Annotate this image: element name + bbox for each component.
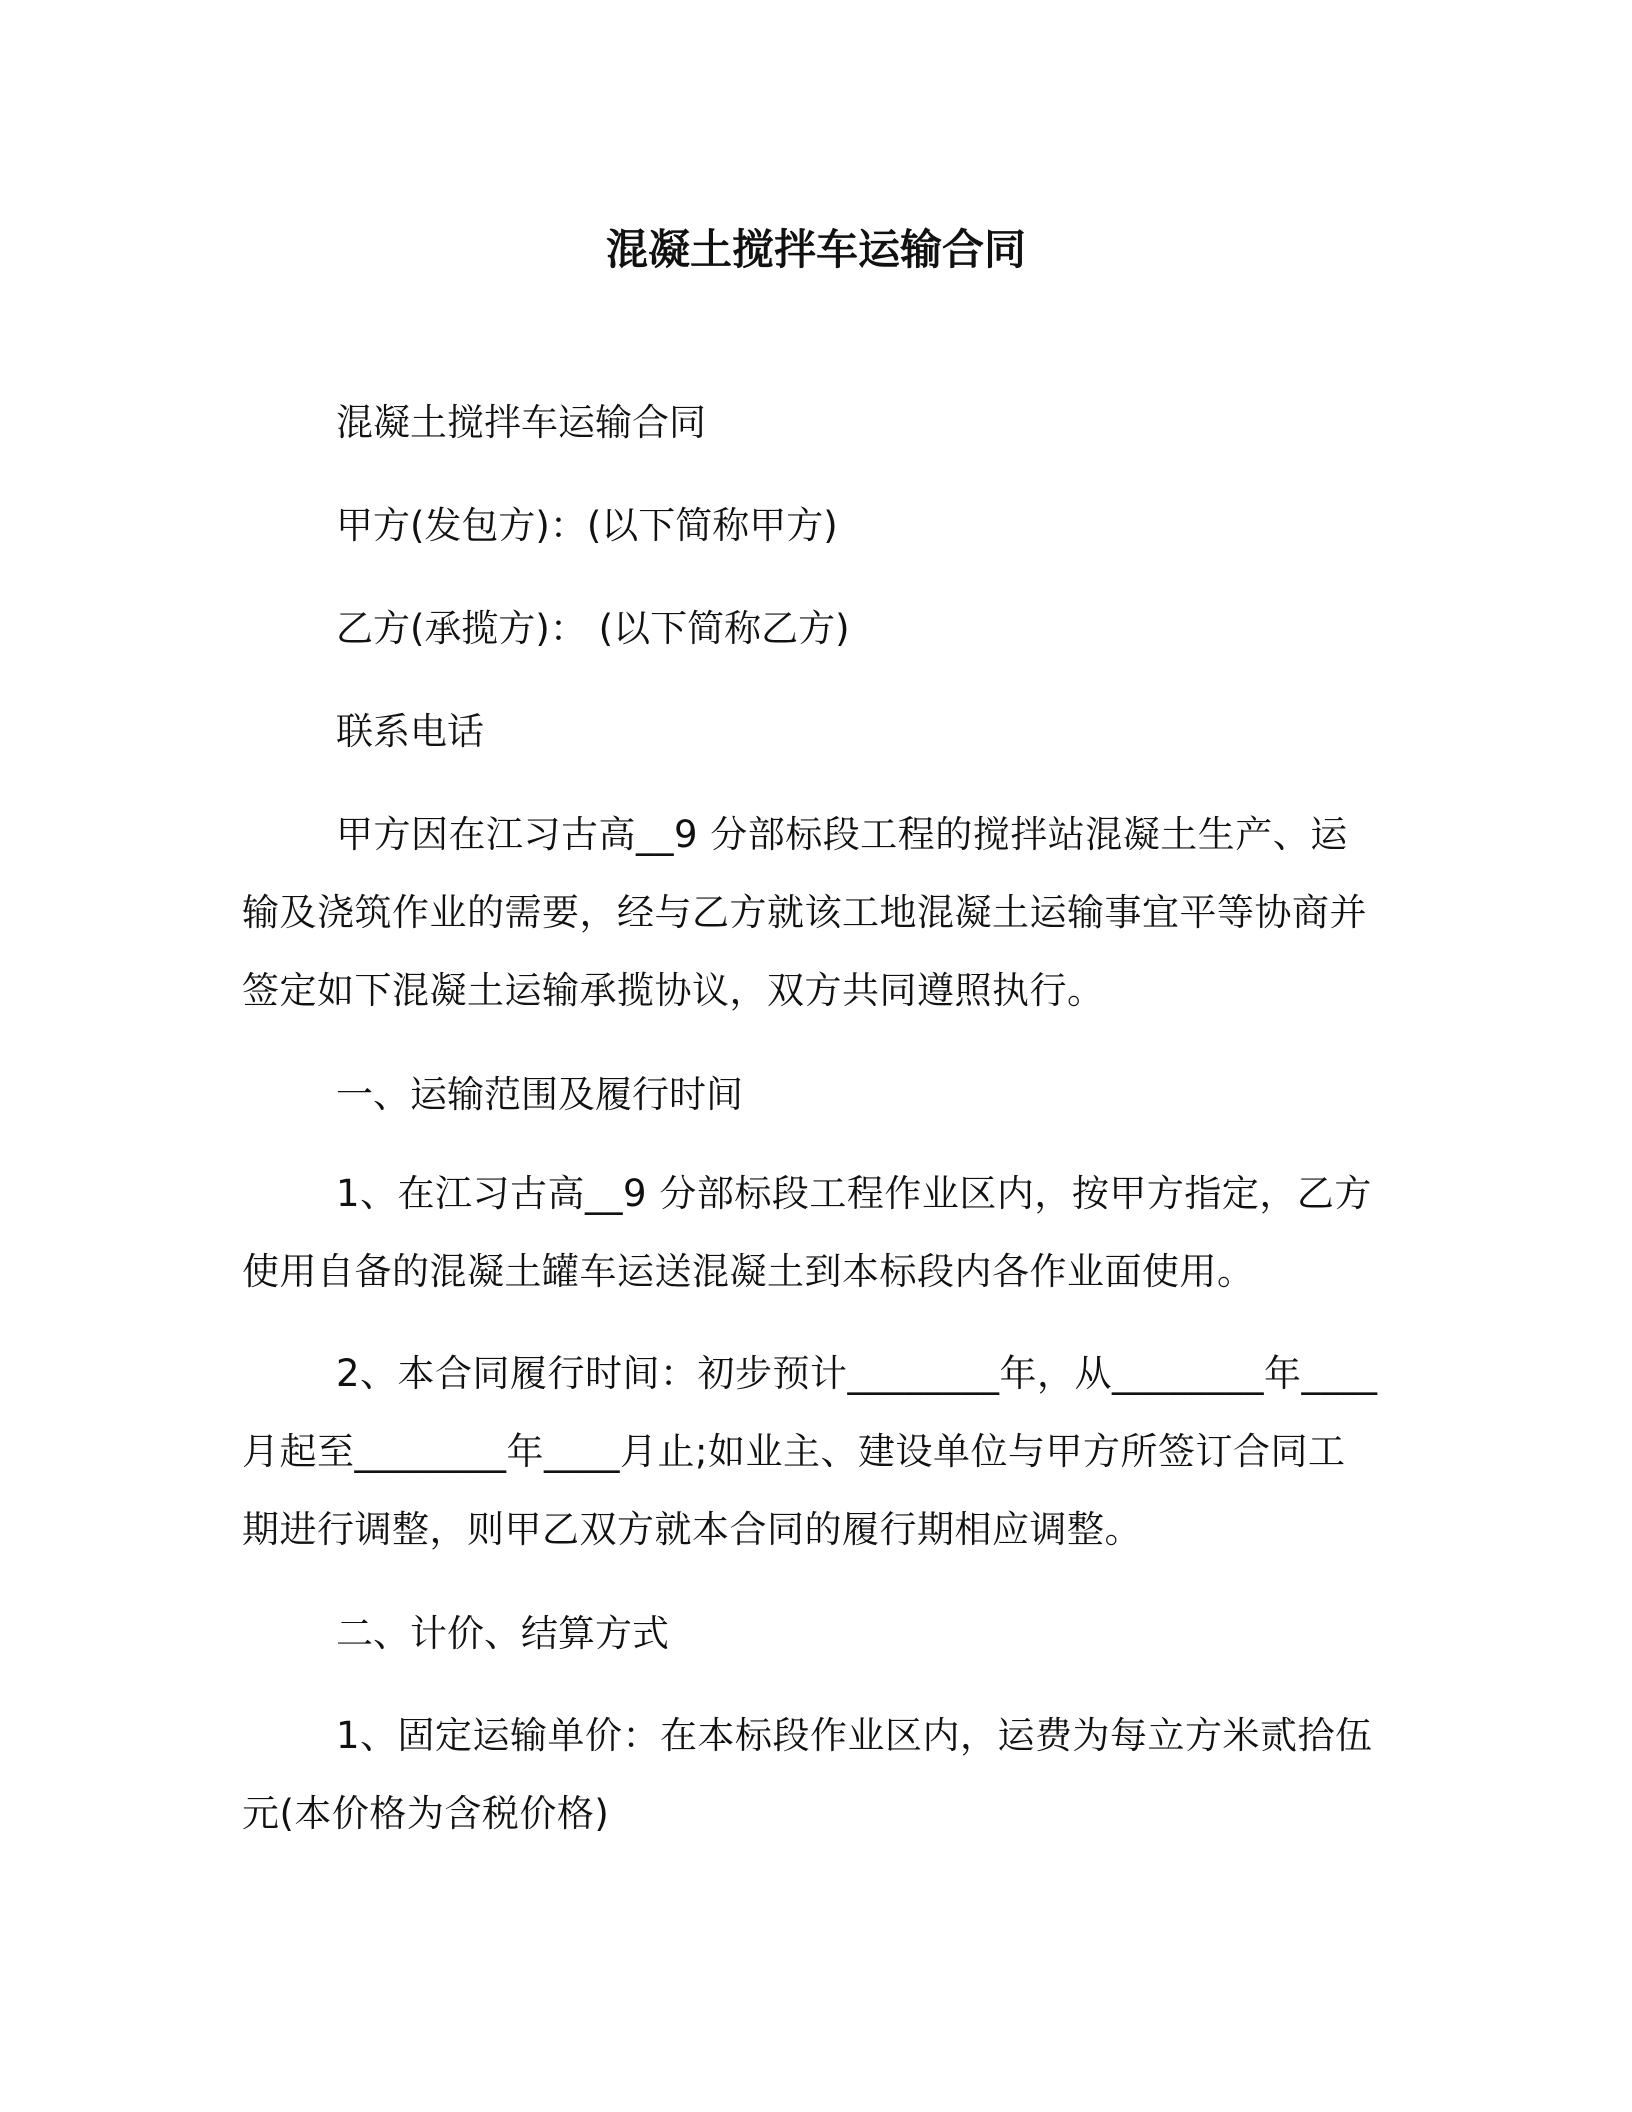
section-2-item-1: 1、固定运输单价：在本标段作业区内，运费为每立方米贰拾伍元(本价格为含税价格) <box>242 1714 1373 1835</box>
section-1-item-1: 1、在江习古高__9 分部标段工程作业区内，按甲方指定，乙方使用自备的混凝土罐车运送混凝土到本标段内各作业面使用。 <box>242 1172 1372 1293</box>
intro-paragraph-block <box>242 796 1382 1030</box>
intro-paragraph: 甲方因在江习古高__9 分部标段工程的搅拌站混凝土生产、运输及浇筑作业的需要，经与乙方就该工地混凝土运输事宜平等协商并签定如下混凝土运输承揽协议，双方共同遵照执行。 <box>242 813 1367 1012</box>
party-a-line: 甲方(发包方)：(以下简称甲方) <box>336 504 838 547</box>
section-1-item-2: 2、本合同履行时间：初步预计________年，从________年____月起至________年____月止;如业主、建设单位与甲方所签订合同工期进行调整，则甲乙双方就本合同的履行期相应调整。 <box>242 1352 1378 1551</box>
section-1-item-2-block <box>242 1335 1382 1569</box>
section-1-heading: 一、运输范围及履行时间 <box>336 1073 743 1116</box>
section-2-item-1-block <box>242 1697 1382 1853</box>
section-1-item-1-block <box>242 1155 1382 1311</box>
section-2-heading: 二、计价、结算方式 <box>336 1612 669 1655</box>
document-title: 混凝土搅拌车运输合同 <box>605 225 1026 274</box>
document-subtitle: 混凝土搅拌车运输合同 <box>336 401 706 444</box>
contact-phone-line: 联系电话 <box>336 710 484 753</box>
party-b-line: 乙方(承揽方)： (以下简称乙方) <box>336 607 850 650</box>
